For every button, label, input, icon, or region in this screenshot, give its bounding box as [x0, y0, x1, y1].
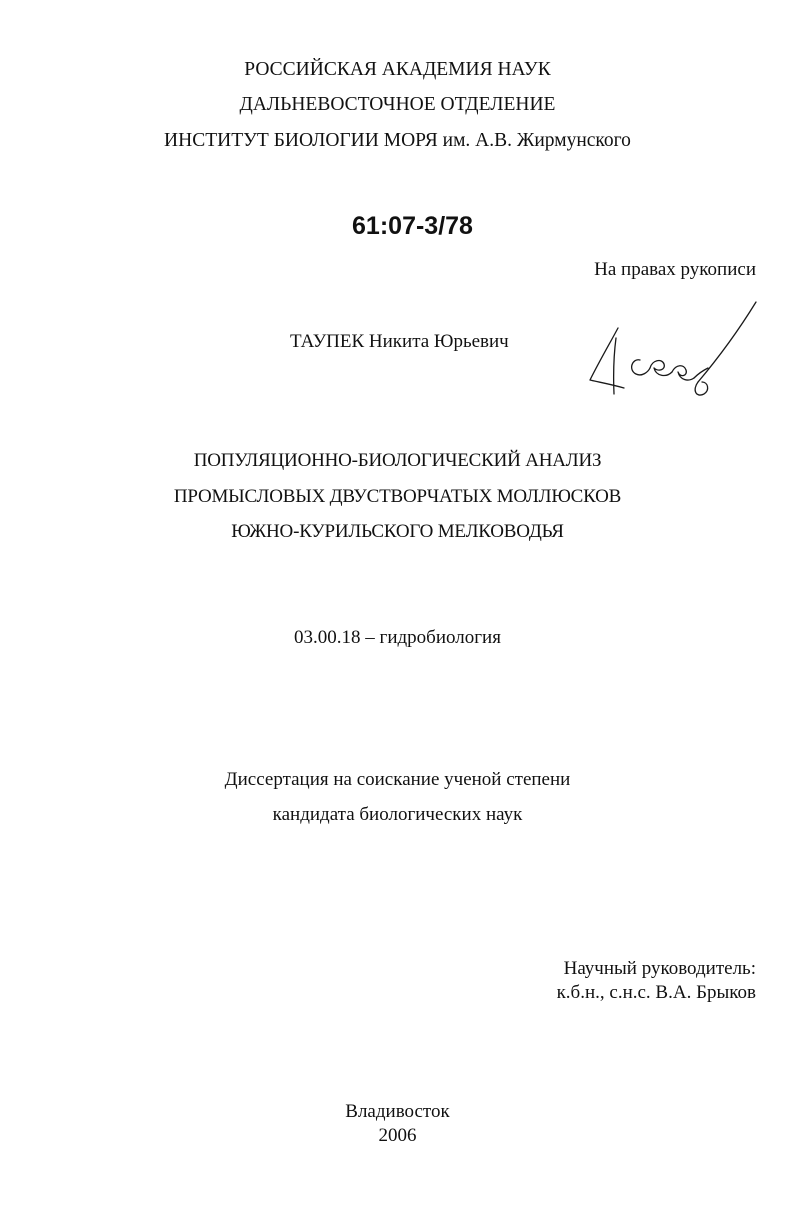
degree-line-1: Диссертация на соискание ученой степени — [224, 769, 571, 790]
institute-name: ИНСТИТУТ БИОЛОГИИ МОРЯ им. А.В. Жирмунского — [164, 130, 631, 151]
supervisor-label: Научный руководитель: — [563, 958, 756, 979]
title-line-2: ПРОМЫСЛОВЫХ ДВУСТВОРЧАТЫХ МОЛЛЮСКОВ — [173, 486, 622, 507]
academy-name: РОССИЙСКАЯ АКАДЕМИЯ НАУК — [244, 59, 551, 80]
author-name: ТАУПЕК Никита Юрьевич — [290, 331, 509, 352]
specialty-code: 03.00.18 – гидробиология — [294, 627, 501, 648]
title-line-1: ПОПУЛЯЦИОННО-БИОЛОГИЧЕСКИЙ АНАЛИЗ — [193, 450, 602, 471]
manuscript-rights: На правах рукописи — [594, 259, 756, 280]
degree-line-2: кандидата биологических наук — [272, 804, 523, 825]
branch-name: ДАЛЬНЕВОСТОЧНОЕ ОТДЕЛЕНИЕ — [239, 94, 556, 115]
city: Владивосток — [345, 1101, 450, 1122]
catalog-code: 61:07-3/78 — [352, 212, 473, 240]
signature-icon — [580, 298, 765, 408]
supervisor-name: к.б.н., с.н.с. В.А. Брыков — [556, 982, 756, 1003]
year: 2006 — [378, 1125, 417, 1146]
title-line-3: ЮЖНО-КУРИЛЬСКОГО МЕЛКОВОДЬЯ — [231, 521, 564, 542]
